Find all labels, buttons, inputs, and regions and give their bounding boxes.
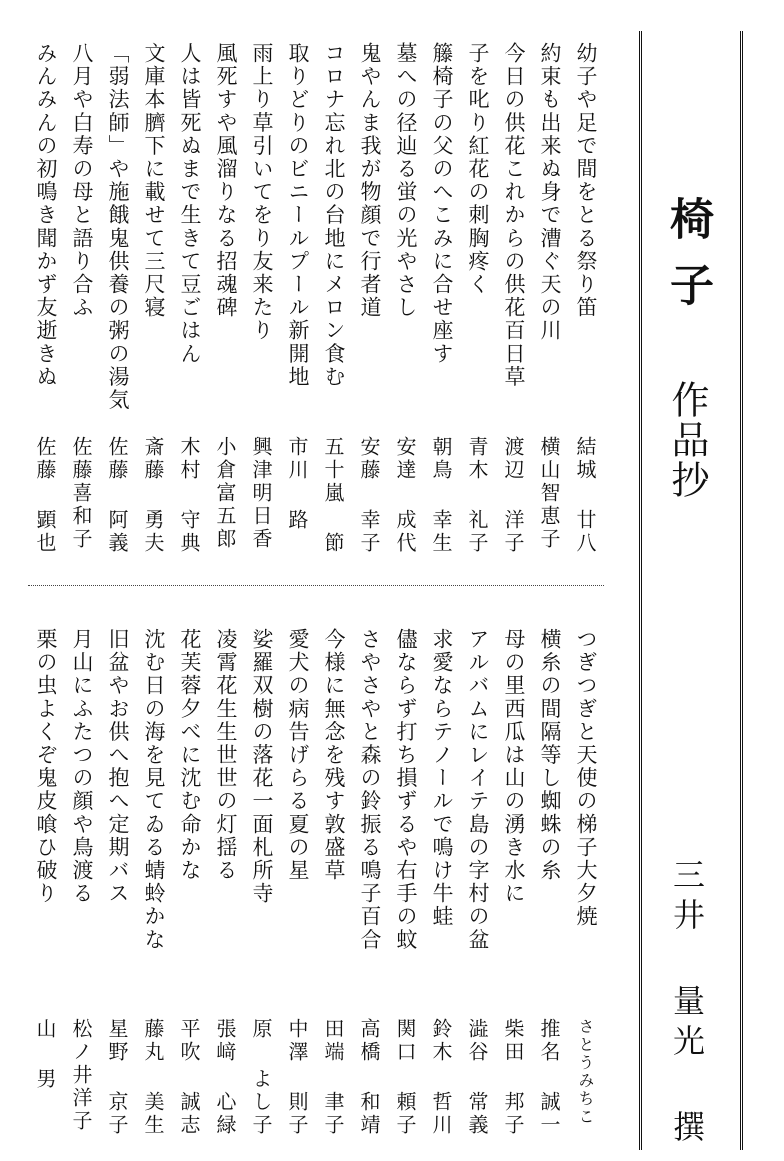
haiku-text: 墓への径辿る蛍の光やさし	[394, 42, 418, 320]
haiku-author: 安達 成代	[393, 436, 417, 555]
haiku-author: 安藤 幸子	[357, 436, 381, 555]
haiku-text: 約束も出来ぬ身で漕ぐ天の川	[538, 42, 562, 343]
haiku-text: 鬼やんま我が物顔で行者道	[358, 42, 382, 320]
haiku-text: 沈む日の海を見てゐる蜻蛉かな	[142, 628, 166, 952]
haiku-text: さやさやと森の鈴振る鳴子百合	[358, 628, 382, 952]
haiku-author: 渡辺 洋子	[501, 436, 525, 555]
haiku-author: 松ノ井洋子	[69, 1018, 93, 1133]
haiku-author: 結城 廿八	[573, 436, 597, 555]
haiku-text: 八月や白寿の母と語り合ふ	[70, 42, 94, 320]
haiku-text: 凌霄花生生世世の灯揺る	[214, 628, 238, 883]
haiku-text: 横糸の間隔等し蜘蛛の糸	[538, 628, 562, 883]
haiku-author: 高橋 和靖	[357, 1018, 381, 1137]
haiku-text: 文庫本臍下に載せて三尺寝	[142, 42, 166, 320]
haiku-text: 栗の虫よくぞ鬼皮喰ひ破り	[34, 628, 58, 906]
haiku-text: みんみんの初鳴き聞かず友逝きぬ	[34, 42, 58, 389]
haiku-author: 興津明日香	[249, 436, 273, 551]
haiku-author: 田端 聿子	[321, 1018, 345, 1137]
haiku-text: 愛犬の病告げらる夏の星	[286, 628, 310, 883]
haiku-text: 取りどりのビニールプール新開地	[286, 42, 310, 389]
haiku-text: 儘ならず打ち損ずるや右手の蚊	[394, 628, 418, 952]
haiku-text: 旧盆やお供へ抱へ定期バス	[106, 628, 130, 906]
haiku-text: 母の里西瓜は山の湧き水に	[502, 628, 526, 906]
haiku-author: 五十嵐 節	[321, 436, 345, 555]
haiku-author: さとうみちこ	[576, 1018, 595, 1126]
haiku-author: 鈴木 哲川	[429, 1018, 453, 1137]
haiku-text: 求愛ならテノールで鳴け牛蛙	[430, 628, 454, 929]
haiku-author: 平吹 誠志	[177, 1018, 201, 1137]
haiku-author: 推名 誠一	[537, 1018, 561, 1137]
haiku-author: 佐藤 顕也	[33, 436, 57, 555]
haiku-text: 今日の供花これからの供花百日草	[502, 42, 526, 389]
haiku-text: 籐椅子の父のへこみに合せ座す	[430, 42, 454, 366]
haiku-text: 花芙蓉夕べに沈む命かな	[178, 628, 202, 883]
haiku-text: アルバムにレイテ島の字村の盆	[466, 628, 490, 952]
haiku-author: 原 よし子	[249, 1018, 273, 1137]
haiku-text: 娑羅双樹の落花一面札所寺	[250, 628, 274, 906]
haiku-text: つぎつぎと天使の梯子大夕焼	[574, 628, 598, 929]
haiku-text: 風死すや風溜りなる招魂碑	[214, 42, 238, 320]
haiku-author: 横山智恵子	[537, 436, 561, 551]
haiku-author: 星野 京子	[105, 1018, 129, 1137]
page-subtitle: 作品抄	[665, 380, 709, 500]
haiku-author: 青木 礼子	[465, 436, 489, 555]
haiku-text: 月山にふたつの顔や鳥渡る	[70, 628, 94, 906]
haiku-author: 藤丸 美生	[141, 1018, 165, 1137]
haiku-author: 小倉富五郎	[213, 436, 237, 551]
haiku-author: 澁谷 常義	[465, 1018, 489, 1137]
haiku-author: 朝鳥 幸生	[429, 436, 453, 555]
page-title: 椅子	[662, 196, 713, 328]
haiku-author: 佐藤喜和子	[69, 436, 93, 551]
haiku-author: 山 男	[33, 1018, 57, 1091]
haiku-author: 木村 守典	[177, 436, 201, 555]
haiku-text: 幼子や足で間をとる祭り笛	[574, 42, 598, 320]
compiler-name: 三井 量光 撰	[668, 858, 706, 1150]
haiku-text: コロナ忘れ北の台地にメロン食む	[322, 42, 346, 389]
haiku-author: 中澤 則子	[285, 1018, 309, 1137]
haiku-author: 柴田 邦子	[501, 1018, 525, 1137]
haiku-text: 子を叱り紅花の刺胸疼く	[466, 42, 490, 297]
haiku-text: 今様に無念を残す敦盛草	[322, 628, 346, 883]
haiku-text: 「弱法師」や施餓鬼供養の粥の湯気	[106, 42, 130, 412]
haiku-author: 関口 頼子	[393, 1018, 417, 1137]
haiku-author: 斎藤 勇夫	[141, 436, 165, 555]
haiku-author: 市川 路	[285, 436, 309, 532]
haiku-text: 人は皆死ぬまで生きて豆ごはん	[178, 42, 202, 366]
section-divider	[28, 585, 604, 586]
haiku-author: 張﨑 心緑	[213, 1018, 237, 1137]
haiku-author: 佐藤 阿義	[105, 436, 129, 555]
haiku-text: 雨上り草引いてをり友来たり	[250, 42, 274, 343]
